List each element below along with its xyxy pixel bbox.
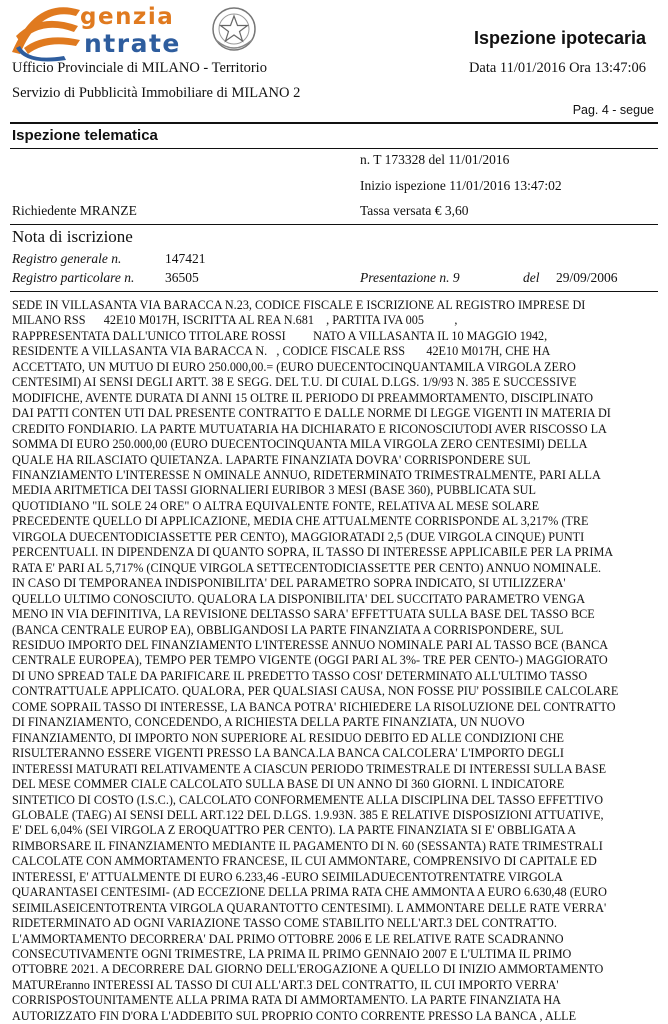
body-line: SEIMILASEICENTOTRENTA VIRGOLA QUARANTOTTO CENTESIMI). L AMMONTARE DELLE RATE VERRA': [12, 900, 607, 915]
logo-swoosh-icon: [6, 2, 88, 62]
inspection-number: n. T 173328 del 11/01/2016: [360, 152, 510, 167]
body-line: FINANZIAMENTO, DI IMPORTO NON SUPERIORE AL RESIDUO DEBITO ED ALLE CONDIZIONI CHE: [12, 730, 564, 745]
page-indicator: Pag. 4 - segue: [572, 103, 654, 117]
body-line: CORRISPOSTOUNITAMENTE ALLA PRIMA RATA DI AMMORTAMENTO. LA PARTE FINANZIATA HA: [12, 993, 561, 1008]
body-line: QUELLO ULTIMO CONOSCIUTO. QUALORA LA DISPONIBILITA' DEL SUCCITATO PARAMETRO VENGA: [12, 591, 586, 606]
document-body: [12, 298, 658, 1024]
section-divider: [10, 148, 658, 149]
body-line: MATUREranno INTERESSI AL TASSO DI CUI ALL'ART.3 DEL CONTRATTO, IL CUI IMPORTO VERRA': [12, 977, 559, 992]
body-line: PERCENTUALI. IN DIPENDENZA DI QUANTO SOPRA, IL TASSO DI INTERESSE APPLICABILE PER LA PRIMA: [12, 545, 614, 560]
body-line: AUTORIZZATO FIN D'ORA L'ADDEBITO SUL PROPRIO CONTO CORRENTE PRESSO LA BANCA , ALLE: [12, 1008, 577, 1023]
body-line: E' DEL 6,04% (SEI VIRGOLA Z EROQUATTRO PER CENTO). LA PARTE FINANZIATA SI E' OBBLIGATA A: [12, 823, 577, 838]
body-line: (BANCA CENTRALE EUROP EA), OBBLIGANDOSI LA PARTE FINANZIATA A CORRISPONDERE, SUL: [12, 622, 564, 637]
body-line: MODIFICHE, AVENTE DURATA DI ANNI 15 OLTRE IL PERIODO DI PREAMMORTAMENTO, DISCIPLINATO: [12, 390, 594, 405]
top-divider: [10, 122, 658, 124]
document-title: Ispezione ipotecaria: [473, 28, 646, 48]
body-line: INTERESSI, E' ATTUALMENTE DI EURO 6.233,46 -EURO SEIMILADUECENTOTRENTATRE VIRGOLA: [12, 869, 563, 884]
body-line: VIRGOLA DUECENTODICIASSETTE PER CENTO), MAGGIORATADI 2,5 (DUE VIRGOLA CINQUE) PUNTI: [12, 529, 585, 544]
body-line: SOMMA DI EURO 250.000,00 (EURO DUECENTOCINQUANTA MILA VIRGOLA ZERO CENTESIMI) DELLA: [12, 437, 588, 452]
registro-particolare-value: 36505: [165, 270, 199, 285]
body-line: RISULTERANNO ESSERE VIGENTI PRESSO LA BANCA.LA BANCA CALCOLERA' L'IMPORTO DEGLI: [12, 746, 564, 761]
body-line: CENTESIMI) AI SENSI DEGLI ARTT. 38 E SEGG. DEL T.U. DI CUIAL D.LGS. 1/9/93 N. 385 E SUCCESSIVE: [12, 375, 577, 390]
nota-title: Nota di iscrizione: [12, 227, 133, 246]
body-line: DI UNO SPREAD TALE DA PARIFICARE IL PREDETTO TASSO COSI' DETERMINATO ALL'ULTIMO TASSO: [12, 668, 588, 683]
del-label: del: [523, 270, 540, 285]
body-line: DEL MESE COMMER CIALE CALCOLATO SULLA BASE DI UN ANNO DI 360 GIORNI. L INDICATORE: [12, 777, 565, 792]
body-line: CALCOLATE CON AMMORTAMENTO FRANCESE, IL CUI AMMONTARE, COMPRENSIVO DI CAPITALE ED: [12, 854, 597, 869]
body-line: CONSECUTIVAMENTE OGNI TRIMESTRE, LA PRIMA IL PRIMO GENNAIO 2007 E L'ULTIMA IL PRIMO: [12, 947, 572, 962]
body-line: SEDE IN VILLASANTA VIA BARACCA N.23, CODICE FISCALE E ISCRIZIONE AL REGISTRO IMPRESE DI: [12, 298, 586, 312]
body-line: OTTOBRE 2021. A DECORRERE DAL GIORNO DELL'EROGAZIONE A QUELLO DI INIZIO AMMORTAMENTO: [12, 962, 604, 977]
body-line: GLOBALE (TAEG) AI SENSI DELL ART.122 DEL D.LGS. 1.9.93N. 385 E RELATIVE DISPOSIZIONI ATTUATIVE,: [12, 807, 604, 822]
body-line: L'AMMORTAMENTO DECORRERA' DAL PRIMO OTTOBRE 2006 E LE RELATIVE RATE SCADRANNO: [12, 931, 564, 946]
body-line: DI FINANZIAMENTO, CONCEDENDO, A RICHIESTA DELLA PARTE FINANZIATA, UN NUOVO: [12, 715, 525, 730]
nota-divider: [10, 224, 658, 225]
registro-generale-label: Registro generale n.: [12, 251, 122, 266]
inspection-start: Inizio ispezione 11/01/2016 13:47:02: [360, 178, 562, 193]
body-divider: [10, 291, 658, 292]
body-line: RIMBORSARE IL FINANZIAMENTO MEDIANTE IL PAGAMENTO DI N. 60 (SESSANTA) RATE TRIMESTRALI: [12, 838, 603, 853]
republic-emblem-icon: [210, 4, 258, 54]
body-line: RAPPRESENTATA DALL'UNICO TITOLARE ROSSI NATO A VILLASANTA IL 10 MAGGIO 1942,: [12, 328, 548, 343]
presentazione-label: Presentazione n. 9: [360, 270, 460, 285]
body-line: PRECEDENTE QUELLO DI APPLICAZIONE, MEDIA CHE ATTUALMENTE CORRISPONDE AL 3,217% (TRE: [12, 514, 589, 529]
body-line: MENO IN VIA DEFINITIVA, LA REVISIONE DELTASSO SARA' EFFETTUATA SULLA BASE DEL TASSO BCE: [12, 607, 595, 622]
requester: Richiedente MRANZE: [12, 203, 137, 218]
registro-generale-value: 147421: [165, 251, 206, 266]
logo-text-entrate: ntrate: [84, 29, 181, 58]
body-line: CREDITO FONDIARIO. LA PARTE MUTUATARIA HA DICHIARATO E RICONOSCIUTODI AVER RISCOSSO LA: [12, 421, 607, 436]
body-line: INTERESSI MATURATI RELATIVAMENTE A CIASCUN PERIODO TRIMESTRALE DI INTERESSI SULLA BASE: [12, 761, 607, 776]
body-line: MILANO RSS 42E10 M017H, ISCRITTA AL REA N.681 , PARTITA IVA 005 ,: [12, 313, 458, 328]
service-line: Servizio di Pubblicità Immobiliare di MILANO 2: [12, 85, 301, 101]
body-line: COME SOPRAIL TASSO DI INTERESSE, LA BANCA POTRA' RICHIEDERE LA RISOLUZIONE DEL CONTRATTO: [12, 699, 616, 714]
logo-text-agenzia: genzia: [80, 4, 175, 30]
body-line: QUARANTASEI CENTESIMI- (AD ECCEZIONE DELLA PRIMA RATA CHE AMMONTA A EURO 6.630,48 (EURO: [12, 885, 607, 900]
presentazione-date: 29/09/2006: [556, 270, 618, 285]
body-line: FINANZIAMENTO L'INTERESSE N OMINALE ANNUO, RIDETERMINATO TRIMESTRALMENTE, PARI ALLA: [12, 467, 601, 482]
registro-particolare-label: Registro particolare n.: [12, 270, 135, 285]
body-line: QUALE HA RILASCIATO QUIETANZA. LAPARTE FINANZIATA DOVRA' CORRISPONDERE SUL: [12, 452, 531, 467]
body-line: CENTRALE EUROPEA), TEMPO PER TEMPO VIGENTE (OGGI PARI AL 3%- TRE PER CENTO-) MAGGIORATO: [12, 653, 608, 668]
fee-paid: Tassa versata € 3,60: [360, 203, 469, 218]
body-line: QUOTIDIANO "IL SOLE 24 ORE" O ALTRA EQUIVALENTE FONTE, RELATIVA AL MESE SOLARE: [12, 498, 540, 513]
body-line: RIDETERMINATO AD OGNI VARIAZIONE TASSO COME STABILITO NELL'ART.3 DEL CONTRATTO.: [12, 916, 557, 931]
body-line: RESIDENTE A VILLASANTA VIA BARACCA N. , CODICE FISCALE RSS 42E10 M017H, CHE HA: [12, 344, 551, 359]
body-line: IN CASO DI TEMPORANEA INDISPONIBILITA' DEL PARAMETRO SOPRA INDICATO, SI UTILIZZERA': [12, 576, 566, 591]
body-line: RESIDUO IMPORTO DEL FINANZIAMENTO L'INTERESSE ANNUO NOMINALE PARI AL TASSO BCE (BANCA: [12, 637, 609, 652]
body-line: RATA E' PARI AL 5,717% (CINQUE VIRGOLA SETTECENTODICIASSETTE PER CENTO) ANNUO NOMINALE.: [12, 560, 602, 575]
section-title: Ispezione telematica: [12, 127, 158, 144]
office-line: Ufficio Provinciale di MILANO - Territorio: [12, 60, 267, 76]
body-line: ACCETTATO, UN MUTUO DI EURO 250.000,00.= (EURO DUECENTOCINQUANTAMILA VIRGOLA ZERO: [12, 359, 576, 374]
agenzia-entrate-logo: [6, 2, 256, 62]
body-line: DAI PATTI CONTEN UTI DAL PRESENTE CONTRATTO E DALLE NORME DI LEGGE VIGENTI IN MATERIA DI: [12, 406, 611, 421]
body-line: SINTETICO DI COSTO (I.S.C.), CALCOLATO CONFORMEMENTE ALLA DISCIPLINA DEL TASSO EFFETTIVO: [12, 792, 604, 807]
date-time: Data 11/01/2016 Ora 13:47:06: [468, 60, 646, 76]
body-line: CONTRATTUALE APPLICATO. QUALORA, PER QUALSIASI CAUSA, NON FOSSE PIU' POSSIBILE CALCOLARE: [12, 684, 619, 699]
body-line: MEDIA ARITMETICA DEI TASSI GIORNALIERI EURIBOR 3 MESI (BASE 360), PUBBLICATA SUL: [12, 483, 536, 498]
